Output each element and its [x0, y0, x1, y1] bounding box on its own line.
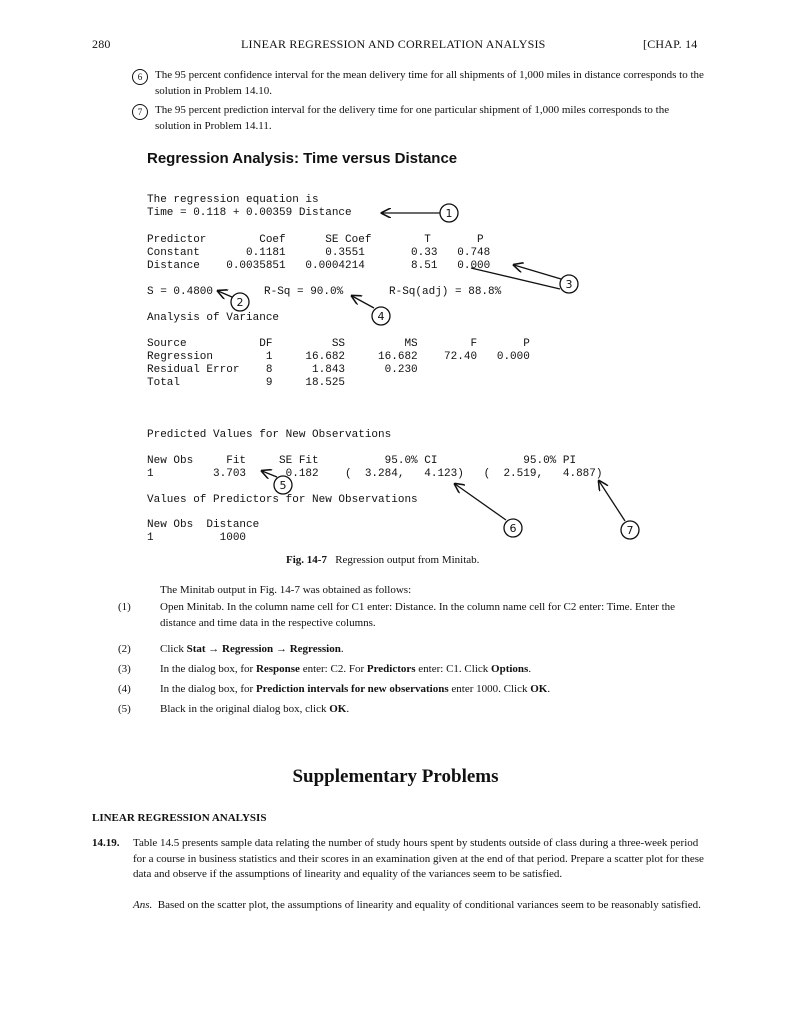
note-7-text: The 95 percent prediction interval for the delivery time for one particular shipment of 1,000 miles corresponds to the solution in Problem 14.11.: [155, 104, 670, 132]
predictor-values-row: 1 1000: [147, 532, 247, 544]
step-5-number: (5): [118, 703, 131, 715]
running-title: LINEAR REGRESSION AND CORRELATION ANALYSIS: [241, 37, 546, 51]
step-4-number: (4): [118, 683, 131, 695]
coef-row-distance: Distance 0.0035851 0.0004214 8.51 0.000: [147, 260, 491, 272]
anova-row-total: Total 9 18.525: [147, 377, 346, 389]
note-marker-6: 6: [132, 69, 148, 85]
answer: [133, 898, 705, 914]
coef-table-header: Predictor Coef SE Coef T P: [147, 234, 484, 246]
step-1-text: Open Minitab. In the column name cell for C1 enter: Distance. In the column name cell for C2 enter: Time. Enter the distance and time data in the respective columns.: [160, 601, 676, 629]
step-3-number: (3): [118, 663, 131, 675]
problem-text: Table 14.5 presents sample data relating the number of study hours spent by students outside of class during a three-week period for a course in business statistics and their scores in an examination given at the end of that period. Prepare a scatter plot for these data and observe if the assumptions of linearity and equality of the variances seem to be satisfied.: [133, 837, 704, 880]
callout-2-label: 2: [236, 296, 244, 309]
subsection-heading: LINEAR REGRESSION ANALYSIS: [92, 812, 267, 824]
anova-row-residual: Residual Error 8 1.843 0.230: [147, 364, 418, 376]
regression-equation: Time = 0.118 + 0.00359 Distance: [147, 207, 352, 219]
coef-row-constant: Constant 0.1181 0.3551 0.33 0.748: [147, 247, 491, 259]
section-title: Supplementary Problems: [292, 766, 499, 787]
equation-heading: The regression equation is: [147, 194, 319, 206]
s-value: S = 0.4800: [147, 286, 214, 298]
page-number: 280: [92, 37, 111, 51]
figure-caption: [286, 553, 479, 568]
predictor-values-heading: Values of Predictors for New Observations: [147, 494, 418, 506]
answer-label: Ans.: [133, 899, 153, 911]
figure-caption-text: Regression output from Minitab.: [335, 554, 480, 566]
callout-5-label: 5: [279, 479, 287, 492]
predicted-heading: Predicted Values for New Observations: [147, 429, 392, 441]
answer-text: Based on the scatter plot, the assumptions of linearity and equality of conditional variances seem to be reasonably satisfied.: [157, 899, 701, 911]
anova-row-regression: Regression 1 16.682 16.682 72.40 0.000: [147, 351, 530, 363]
problem-number: 14.19.: [92, 837, 120, 849]
predicted-row: 1 3.703 0.182 ( 3.284, 4.123) ( 2.519, 4.887): [147, 468, 603, 480]
callout-3: [471, 265, 578, 293]
output-title: Regression Analysis: Time versus Distance: [147, 150, 458, 167]
step-4-text: In the dialog box, for Prediction intervals for new observations enter 1000. Click OK.: [160, 683, 551, 695]
note-marker-7: 7: [132, 104, 148, 120]
callout-6-label: 6: [509, 522, 517, 535]
step-2-text: Click Stat → Regression → Regression.: [160, 643, 344, 655]
anova-heading: Analysis of Variance: [147, 312, 280, 324]
callout-1-label: 1: [445, 207, 453, 220]
callout-2: [218, 291, 249, 311]
intro-text: The Minitab output in Fig. 14-7 was obtained as follows:: [160, 584, 412, 596]
note-6-text: The 95 percent confidence interval for the mean delivery time for all shipments of 1,000 miles in distance corresponds to the solution in Problem 14.10.: [155, 69, 704, 97]
predicted-header: New Obs Fit SE Fit 95.0% CI 95.0% PI: [147, 455, 577, 467]
figure-label: Fig. 14-7: [286, 554, 327, 566]
step-2-number: (2): [118, 643, 131, 655]
callout-4-label: 4: [377, 310, 385, 323]
predictor-values-header: New Obs Distance: [147, 519, 260, 531]
r-sq-adj: R-Sq(adj) = 88.8%: [389, 286, 502, 298]
callout-3-label: 3: [565, 278, 573, 291]
chapter-label: [CHAP. 14: [643, 37, 698, 51]
step-1-number: (1): [118, 601, 131, 613]
callout-5: [262, 471, 292, 494]
callout-7-label: 7: [626, 524, 634, 537]
step-5-text: Black in the original dialog box, click OK.: [160, 703, 350, 715]
r-sq: R-Sq = 90.0%: [264, 286, 344, 298]
anova-table-header: Source DF SS MS F P: [147, 338, 530, 350]
step-3-text: In the dialog box, for Response enter: C2. For Predictors enter: C1. Click Options.: [160, 663, 532, 675]
